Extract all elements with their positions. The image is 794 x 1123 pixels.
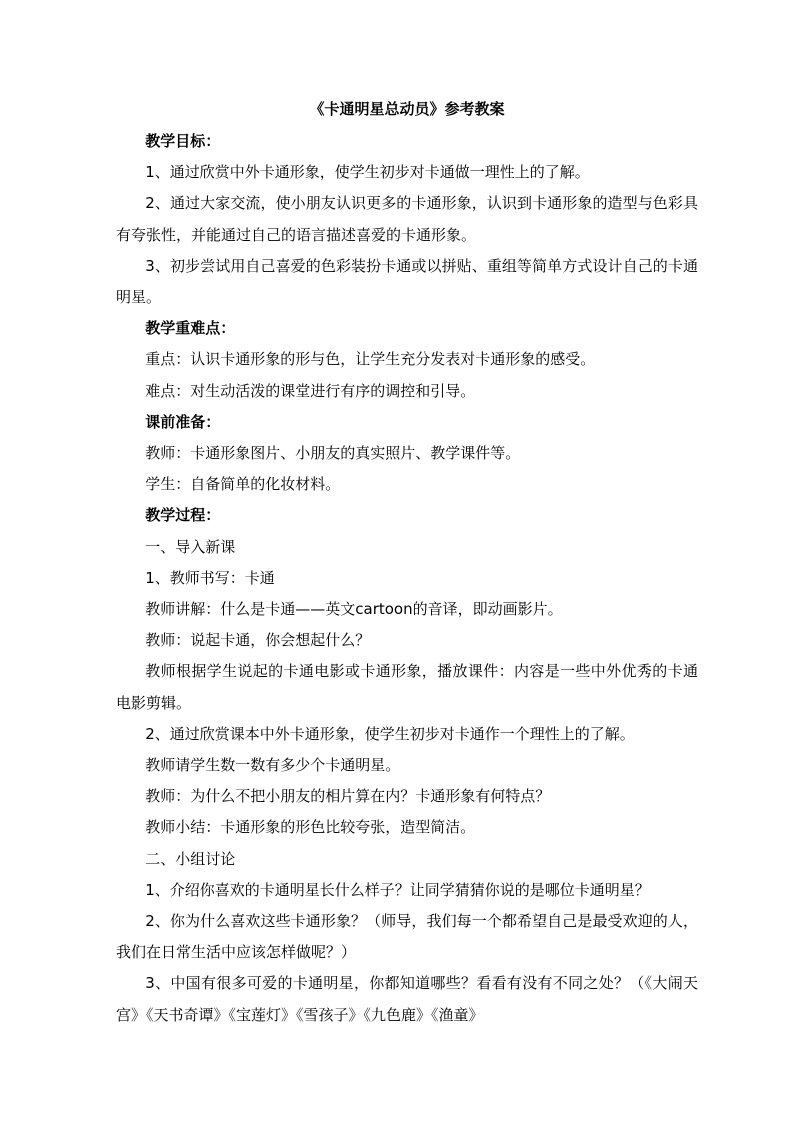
paragraph: 教师小结：卡通形象的形色比较夸张，造型简洁。 bbox=[145, 818, 476, 837]
paragraph: 学生：自备简单的化妆材料。 bbox=[145, 475, 341, 494]
section-heading: 教学重难点： bbox=[145, 319, 236, 338]
paragraph: 一、导入新课 bbox=[145, 537, 236, 556]
paragraph-list bbox=[116, 126, 698, 1031]
paragraph: 1、通过欣赏中外卡通形象，使学生初步对卡通做一理性上的了解。 bbox=[145, 163, 590, 182]
paragraph: 教师根据学生说起的卡通电影或卡通形象，播放课件：内容是一些中外优秀的卡通电影剪辑。 bbox=[116, 662, 698, 712]
paragraph: 1、介绍你喜欢的卡通明星长什么样子？让同学猜猜你说的是哪位卡通明星？ bbox=[145, 880, 650, 899]
section-heading: 教学目标： bbox=[145, 132, 221, 150]
paragraph: 1、教师书写：卡通 bbox=[145, 568, 275, 587]
paragraph: 2、通过欣赏课本中外卡通形象，使学生初步对卡通作一个理性上的了解。 bbox=[145, 724, 635, 743]
section-heading: 教学过程： bbox=[145, 506, 221, 525]
paragraph: 二、小组讨论 bbox=[145, 849, 236, 868]
paragraph: 3、中国有很多可爱的卡通明星，你都知道哪些？看看有没有不同之处？（《大闹天宫》《天书奇谭》《宝莲灯》《雪孩子》《九色鹿》《渔童》 bbox=[116, 974, 698, 1024]
paragraph: 教师：卡通形象图片、小朋友的真实照片、教学课件等。 bbox=[145, 444, 521, 463]
paragraph: 难点：对生动活泼的课堂进行有序的调控和引导。 bbox=[145, 381, 476, 400]
paragraph: 3、初步尝试用自己喜爱的色彩装扮卡通或以拼贴、重组等简单方式设计自己的卡通明星。 bbox=[116, 256, 698, 307]
paragraph: 2、你为什么喜欢这些卡通形象？（师导，我们每一个都希望自己是最受欢迎的人，我们在日常生活中应该怎样做呢？） bbox=[116, 912, 698, 962]
paragraph: 教师讲解：什么是卡通——英文cartoon的音译，即动画影片。 bbox=[145, 600, 563, 619]
section-heading: 课前准备： bbox=[145, 412, 221, 431]
paragraph: 教师：说起卡通，你会想起什么？ bbox=[145, 631, 371, 650]
paragraph: 2、通过大家交流，使小朋友认识更多的卡通形象，认识到卡通形象的造型与色彩具有夸张性，并能通过自己的语言描述喜爱的卡通形象。 bbox=[116, 194, 698, 244]
document-title: 《卡通明星总动员》参考教案 bbox=[309, 100, 505, 118]
paragraph: 重点：认识卡通形象的形与色，让学生充分发表对卡通形象的感受。 bbox=[145, 350, 596, 369]
document-body bbox=[116, 96, 698, 1031]
paragraph: 教师：为什么不把小朋友的相片算在内？卡通形象有何特点？ bbox=[145, 787, 551, 806]
paragraph: 教师请学生数一数有多少个卡通明星。 bbox=[145, 756, 401, 775]
